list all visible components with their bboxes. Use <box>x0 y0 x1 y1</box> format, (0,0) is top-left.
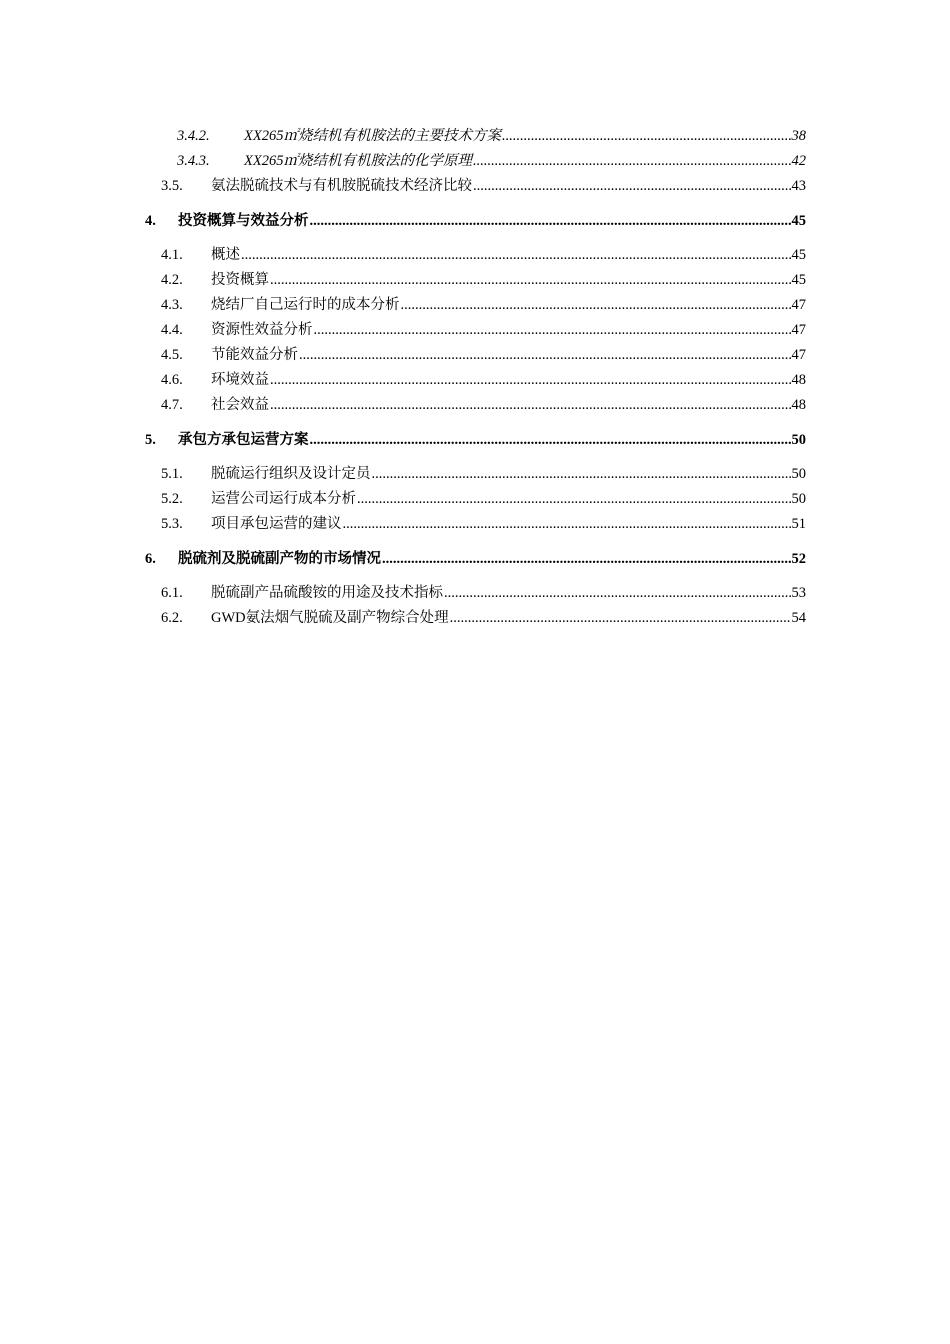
toc-entry[interactable] <box>145 393 806 418</box>
toc-entry-number: 4.6. <box>161 372 183 388</box>
toc-entry-title: 概述 <box>211 247 240 263</box>
toc-entry-title: GWD氨法烟气脱硫及副产物综合处理 <box>211 610 449 626</box>
toc-entry-title: 投资概算与效益分析 <box>178 213 309 229</box>
dot-leader <box>241 243 791 268</box>
dot-leader <box>270 393 791 418</box>
toc-entry-number: 3.4.2. <box>177 128 210 144</box>
toc-entry-number: 4. <box>145 213 156 229</box>
dot-leader <box>270 268 791 293</box>
toc-entry-page: 42 <box>791 153 806 169</box>
toc-entry-title: 烧结厂自己运行时的成本分析 <box>211 297 400 313</box>
toc-entry-number: 6. <box>145 551 156 567</box>
toc-entry-page: 52 <box>791 551 806 567</box>
toc-entry-title: 脱硫剂及脱硫副产物的市场情况 <box>178 551 381 567</box>
dot-leader <box>357 487 791 512</box>
toc-entry-page: 47 <box>791 322 806 338</box>
toc-entry-page: 50 <box>791 432 806 448</box>
toc-entry-number: 4.1. <box>161 247 183 263</box>
toc-chapter-entry[interactable] <box>145 547 806 572</box>
toc-entry-page: 47 <box>791 347 806 363</box>
toc-entry-number: 3.5. <box>161 178 183 194</box>
toc-chapter-entry[interactable] <box>145 209 806 234</box>
toc-entry-page: 50 <box>791 466 806 482</box>
dot-leader <box>314 318 791 343</box>
toc-entry[interactable] <box>145 581 806 606</box>
toc-entry-title: 脱硫副产品硫酸铵的用途及技术指标 <box>211 585 443 601</box>
toc-entry[interactable] <box>145 512 806 537</box>
dot-leader <box>310 209 791 234</box>
toc-entry-number: 4.4. <box>161 322 183 338</box>
toc-entry-number: 4.5. <box>161 347 183 363</box>
toc-entry-title: 氨法脱硫技术与有机胺脱硫技术经济比较 <box>211 178 472 194</box>
toc-entry-number: 5.2. <box>161 491 183 507</box>
toc-entry-title: 节能效益分析 <box>211 347 298 363</box>
dot-leader <box>372 462 791 487</box>
toc-entry-page: 50 <box>791 491 806 507</box>
toc-entry-page: 47 <box>791 297 806 313</box>
dot-leader <box>299 343 791 368</box>
toc-entry-number: 5.1. <box>161 466 183 482</box>
toc-entry-page: 48 <box>791 372 806 388</box>
toc-entry-page: 45 <box>791 272 806 288</box>
toc-entry-number: 4.3. <box>161 297 183 313</box>
toc-entry-page: 43 <box>791 178 806 194</box>
toc-entry-page: 54 <box>791 610 806 626</box>
dot-leader <box>473 174 791 199</box>
toc-entry-number: 4.7. <box>161 397 183 413</box>
toc-entry-page: 48 <box>791 397 806 413</box>
toc-entry[interactable] <box>145 318 806 343</box>
toc-entry-title: XX265㎡烧结机有机胺法的主要技术方案 <box>244 128 501 144</box>
toc-entry[interactable] <box>145 174 806 199</box>
toc-entry-number: 6.1. <box>161 585 183 601</box>
dot-leader <box>310 428 791 453</box>
dot-leader <box>401 293 791 318</box>
toc-entry-number: 6.2. <box>161 610 183 626</box>
toc-entry[interactable] <box>145 124 806 149</box>
toc-entry-title: 环境效益 <box>211 372 269 388</box>
dot-leader <box>473 149 791 174</box>
toc-entry[interactable] <box>145 606 806 631</box>
toc-chapter-entry[interactable] <box>145 428 806 453</box>
dot-leader <box>382 547 791 572</box>
toc-entry[interactable] <box>145 368 806 393</box>
toc-entry[interactable] <box>145 343 806 368</box>
toc-entry-number: 3.4.3. <box>177 153 210 169</box>
dot-leader <box>343 512 791 537</box>
dot-leader <box>450 606 791 631</box>
toc-entry-title: 承包方承包运营方案 <box>178 432 309 448</box>
toc-entry[interactable] <box>145 149 806 174</box>
toc-entry-number: 4.2. <box>161 272 183 288</box>
toc-entry-page: 53 <box>791 585 806 601</box>
toc-entry-title: XX265㎡烧结机有机胺法的化学原理 <box>244 153 472 169</box>
toc-entry-title: 项目承包运营的建议 <box>211 516 342 532</box>
dot-leader <box>502 124 791 149</box>
toc-entry[interactable] <box>145 462 806 487</box>
toc-entry-page: 45 <box>791 213 806 229</box>
toc-entry-title: 运营公司运行成本分析 <box>211 491 356 507</box>
toc-entry-title: 资源性效益分析 <box>211 322 313 338</box>
toc-entry[interactable] <box>145 243 806 268</box>
toc-entry[interactable] <box>145 487 806 512</box>
toc-entry-title: 脱硫运行组织及设计定员 <box>211 466 371 482</box>
toc-entry[interactable] <box>145 268 806 293</box>
toc-entry-title: 投资概算 <box>211 272 269 288</box>
toc-entry-number: 5.3. <box>161 516 183 532</box>
toc-entry-page: 45 <box>791 247 806 263</box>
toc-entry-title: 社会效益 <box>211 397 269 413</box>
dot-leader <box>270 368 791 393</box>
toc-entry-page: 51 <box>791 516 806 532</box>
dot-leader <box>444 581 791 606</box>
toc-entry-number: 5. <box>145 432 156 448</box>
toc-entry[interactable] <box>145 293 806 318</box>
toc-entry-page: 38 <box>791 128 806 144</box>
table-of-contents <box>145 124 806 631</box>
